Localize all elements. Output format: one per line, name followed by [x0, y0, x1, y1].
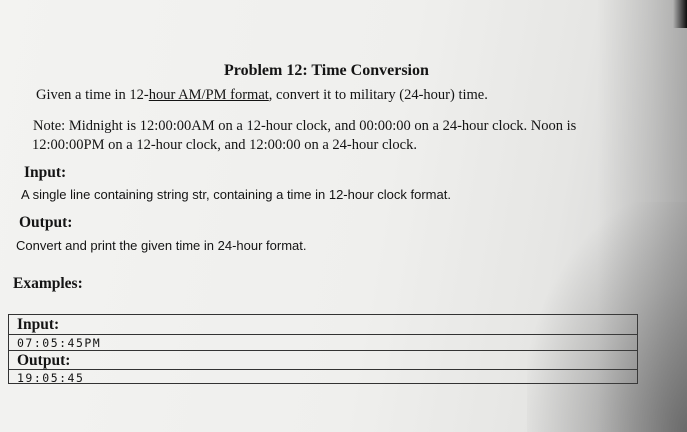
example-input-label: Input: — [17, 316, 60, 333]
note-line-1: Note: Midnight is 12:00:00AM on a 12-hour clock, and 00:00:00 on a 24-hour clock. Noon is — [33, 118, 577, 134]
intro-text-pre: Given a time in 12- — [36, 87, 149, 103]
table-divider — [9, 369, 637, 370]
intro-text-post: , convert it to military (24-hour) time. — [268, 87, 488, 103]
output-heading: Output: — [19, 214, 73, 231]
example-output-value: 19:05:45 — [17, 371, 85, 385]
output-description: Convert and print the given time in 24-hour format. — [16, 238, 307, 253]
photo-edge — [673, 0, 687, 28]
problem-title: Problem 12: Time Conversion — [224, 62, 429, 79]
example-input-value: 07:05:45PM — [17, 336, 102, 350]
intro-underlined: hour AM/PM format — [148, 87, 269, 103]
table-divider — [9, 350, 637, 351]
example-output-label: Output: — [17, 352, 71, 369]
input-heading: Input: — [24, 164, 67, 181]
input-description: A single line containing string str, containing a time in 12-hour clock format. — [21, 187, 451, 202]
problem-intro — [36, 87, 488, 104]
note-line-2: 12:00:00PM on a 12-hour clock, and 12:00:00 on a 24-hour clock. — [32, 137, 417, 153]
examples-heading: Examples: — [13, 275, 83, 292]
table-divider — [9, 334, 637, 335]
examples-table — [8, 314, 638, 384]
